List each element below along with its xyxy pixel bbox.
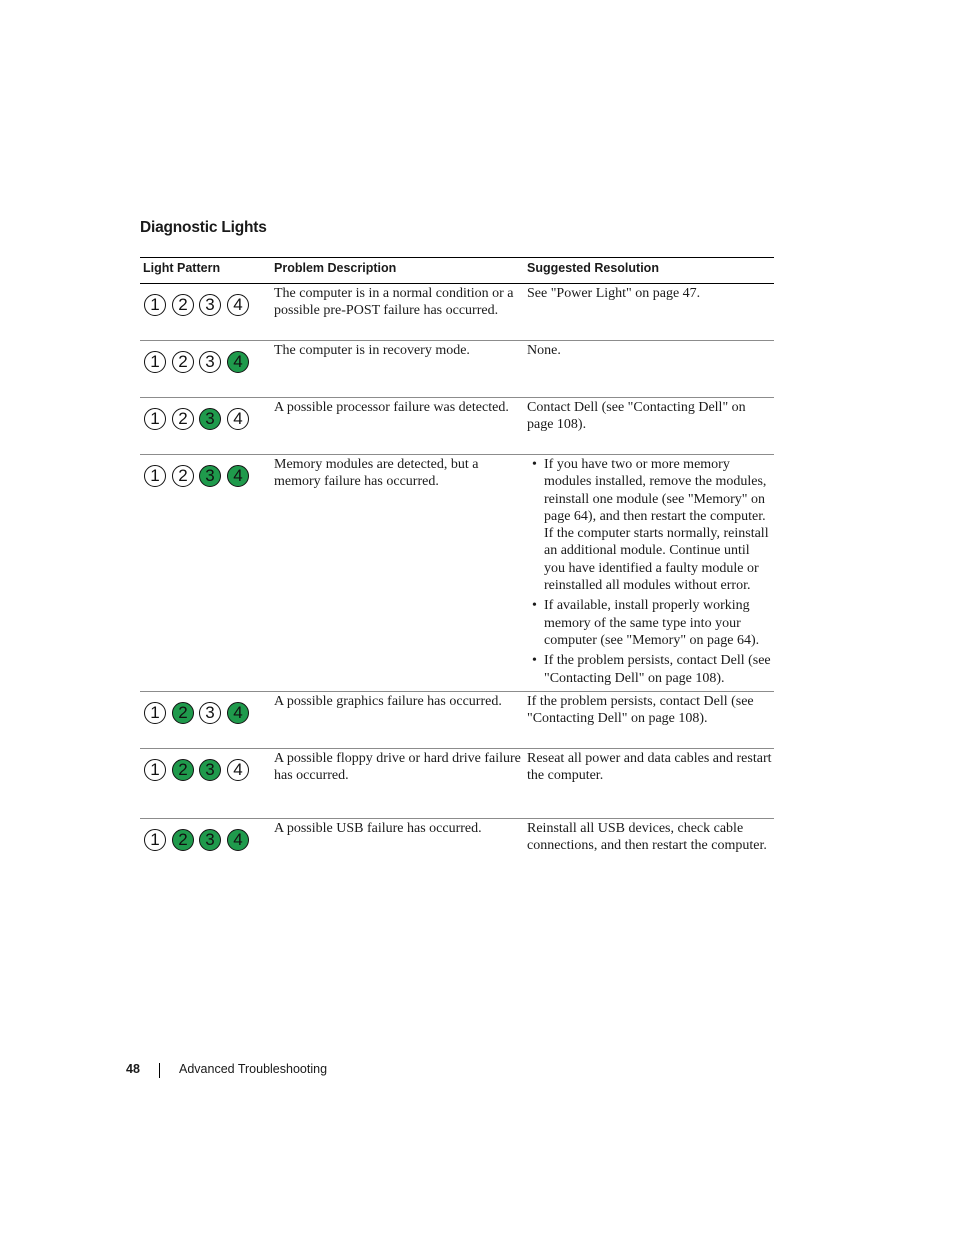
light-2-icon: 2: [172, 351, 194, 373]
light-4-icon: 4: [227, 408, 249, 430]
light-4-icon: 4: [227, 759, 249, 781]
list-item: • If the problem persists, contact Dell (see "Contacting Dell" on page 108).: [527, 652, 772, 687]
problem-description: A possible USB failure has occurred.: [274, 821, 482, 836]
table-row: [140, 455, 774, 692]
light-4-icon: 4: [227, 829, 249, 851]
suggested-resolution: None.: [527, 343, 561, 358]
light-3-icon: 3: [199, 759, 221, 781]
light-1-icon: 1: [144, 829, 166, 851]
problem-description: The computer is in a normal condition or a possible pre-POST failure has occurred.: [274, 286, 514, 319]
light-1-icon: 1: [144, 702, 166, 724]
light-3-icon: 3: [199, 351, 221, 373]
diagnostic-lights-table: [140, 257, 774, 883]
list-item: • If you have two or more memory modules installed, remove the modules, reinstall one module (see "Memory" on page 64), and then restart the computer. If the computer starts normally, reinstall an additional module. Continue until you have identified a faulty module or reinstalled all modules without error.: [527, 456, 772, 594]
suggested-resolution: [527, 456, 772, 690]
light-1-icon: 1: [144, 351, 166, 373]
table-row: [140, 284, 774, 341]
light-1-icon: 1: [144, 465, 166, 487]
light-1-icon: 1: [144, 759, 166, 781]
light-3-icon: 3: [199, 465, 221, 487]
light-4-icon: 4: [227, 702, 249, 724]
light-2-icon: 2: [172, 465, 194, 487]
light-2-icon: 2: [172, 759, 194, 781]
light-2-icon: 2: [172, 294, 194, 316]
table-row: [140, 341, 774, 398]
table-row: [140, 692, 774, 749]
table-header: [140, 257, 774, 284]
light-3-icon: 3: [199, 294, 221, 316]
table-row: [140, 819, 774, 883]
suggested-resolution: Reseat all power and data cables and restart the computer.: [527, 751, 772, 784]
light-4-icon: 4: [227, 465, 249, 487]
light-2-icon: 2: [172, 829, 194, 851]
section-title: Diagnostic Lights: [140, 219, 267, 236]
suggested-resolution: If the problem persists, contact Dell (see "Contacting Dell" on page 108).: [527, 694, 754, 727]
list-item: • If available, install properly working memory of the same type into your computer (see "Memory" on page 64).: [527, 597, 772, 649]
problem-description: A possible processor failure was detected.: [274, 400, 509, 415]
light-3-icon: 3: [199, 829, 221, 851]
footer-section-title: Advanced Troubleshooting: [179, 1062, 328, 1076]
light-4-icon: 4: [227, 294, 249, 316]
light-3-icon: 3: [199, 702, 221, 724]
table-row: [140, 398, 774, 455]
problem-description: Memory modules are detected, but a memory failure has occurred.: [274, 457, 479, 490]
problem-description: A possible graphics failure has occurred.: [274, 694, 502, 709]
page-number: 48: [126, 1062, 140, 1076]
light-2-icon: 2: [172, 408, 194, 430]
light-1-icon: 1: [144, 294, 166, 316]
header-problem-description: Problem Description: [274, 261, 397, 275]
light-1-icon: 1: [144, 408, 166, 430]
table-row: [140, 749, 774, 819]
light-2-icon: 2: [172, 702, 194, 724]
light-4-icon: 4: [227, 351, 249, 373]
problem-description: A possible floppy drive or hard drive failure has occurred.: [274, 751, 521, 784]
resolution-bullet-list: [527, 456, 772, 687]
suggested-resolution: See "Power Light" on page 47.: [527, 286, 701, 301]
suggested-resolution: Reinstall all USB devices, check cable connections, and then restart the computer.: [527, 821, 767, 854]
footer-divider: [159, 1063, 160, 1078]
light-3-icon: 3: [199, 408, 221, 430]
problem-description: The computer is in recovery mode.: [274, 343, 470, 358]
header-suggested-resolution: Suggested Resolution: [527, 261, 659, 275]
header-light-pattern: Light Pattern: [143, 261, 221, 275]
suggested-resolution: Contact Dell (see "Contacting Dell" on page 108).: [527, 400, 746, 433]
